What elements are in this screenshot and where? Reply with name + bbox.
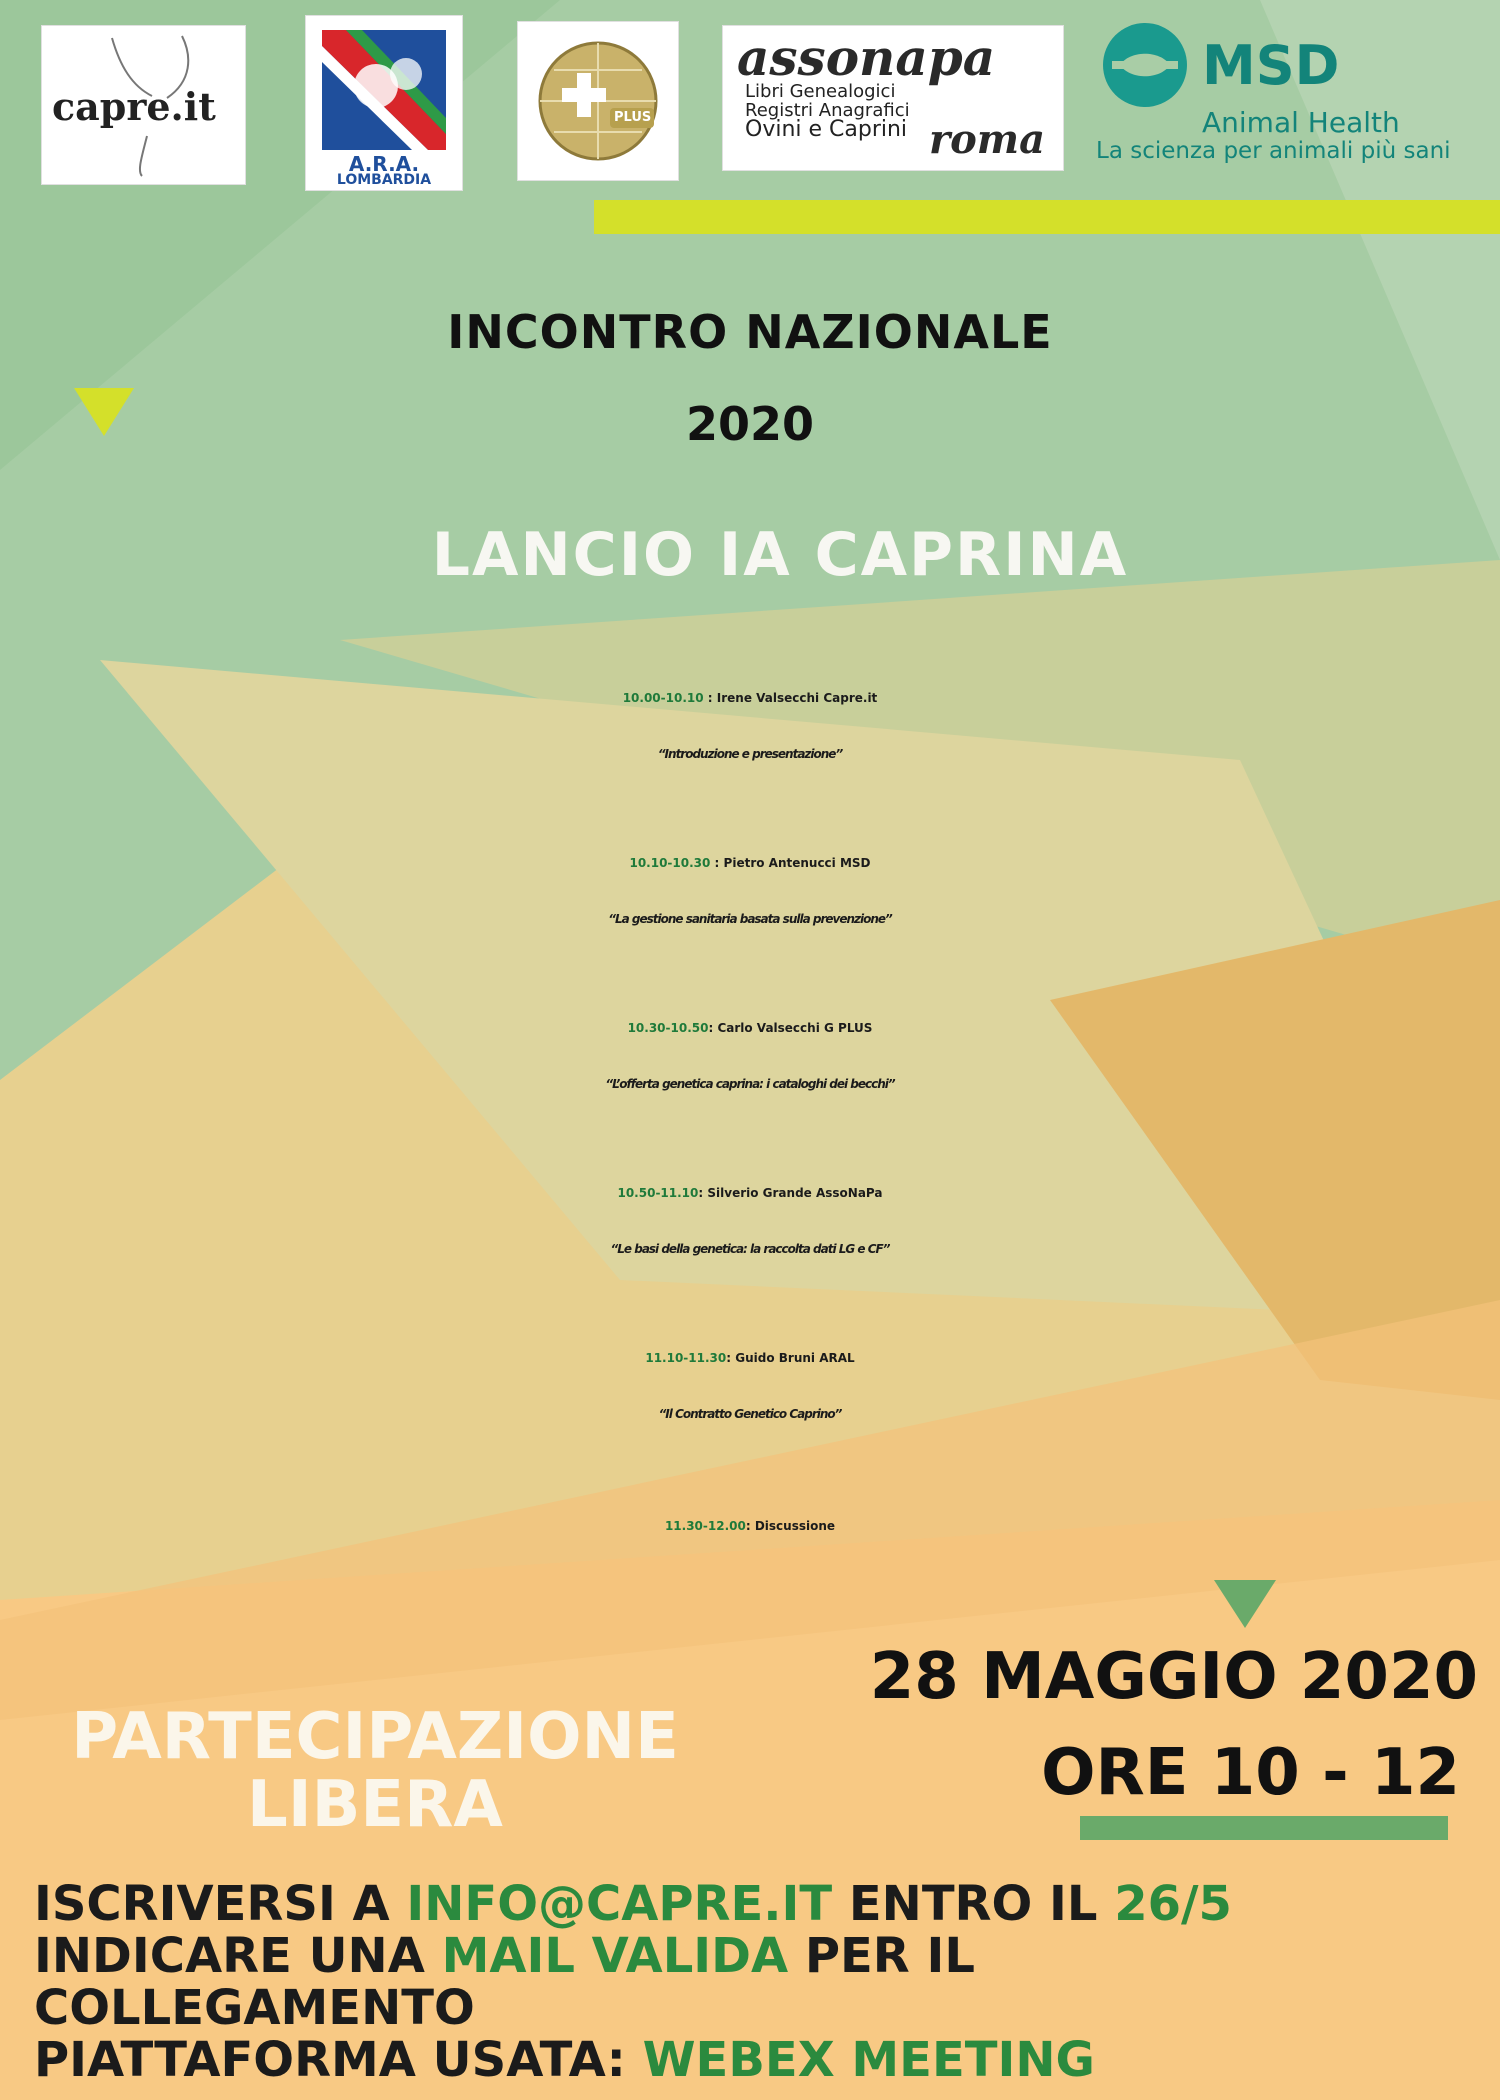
assonapa-logo-title: assonapa bbox=[737, 28, 996, 87]
agenda-talk: “La gestione sanitaria basata sulla prevenzione” bbox=[608, 912, 892, 926]
assonapa-logo-lines bbox=[745, 81, 910, 142]
agenda-time: 10.10-10.30 bbox=[629, 856, 711, 870]
capre-logo bbox=[42, 26, 245, 184]
agenda-speaker: Discussione bbox=[754, 1519, 836, 1533]
agenda-separator: : bbox=[698, 1186, 708, 1200]
ara-logo-text: A.R.A. bbox=[348, 152, 420, 176]
msd-logo-name: MSD bbox=[1202, 34, 1340, 97]
event-hours: ORE 10 - 12 bbox=[1041, 1736, 1460, 1810]
capre-logo-text: capre.it bbox=[52, 84, 216, 129]
agenda-speaker: Guido Bruni ARAL bbox=[735, 1351, 855, 1365]
agenda-separator: : bbox=[710, 856, 724, 870]
mail-highlight: MAIL VALIDA bbox=[441, 1928, 789, 1984]
assonapa-logo-city: roma bbox=[929, 116, 1045, 163]
lime-accent-bar bbox=[594, 200, 1500, 234]
platform-name: WEBEX MEETING bbox=[642, 2032, 1095, 2088]
agenda-item bbox=[0, 1165, 1500, 1277]
agenda-item bbox=[0, 670, 1500, 782]
msd-logo-division: Animal Health bbox=[1202, 106, 1400, 139]
mail-text: INDICARE UNA bbox=[34, 1928, 442, 1984]
participation-line1: PARTECIPAZIONE bbox=[71, 1700, 679, 1774]
green-underline-bar bbox=[1080, 1816, 1448, 1840]
msd-logo bbox=[1090, 20, 1490, 170]
registration-deadline: 26/5 bbox=[1114, 1876, 1232, 1932]
agenda-item bbox=[0, 835, 1500, 947]
msd-logo-tagline: La scienza per animali più sani bbox=[1096, 138, 1451, 164]
platform-text: PIATTAFORMA USATA: bbox=[34, 2032, 643, 2088]
agenda-talk: “L’offerta genetica caprina: i cataloghi dei becchi” bbox=[605, 1077, 895, 1091]
platform-line bbox=[34, 2032, 1095, 2088]
globe-plus-icon bbox=[518, 22, 678, 180]
assonapa-logo bbox=[723, 26, 1063, 170]
agenda-separator: : bbox=[703, 691, 717, 705]
registration-text: ISCRIVERSI A bbox=[34, 1876, 407, 1932]
agenda-item bbox=[0, 1498, 1500, 1554]
agenda-time: 10.00-10.10 bbox=[622, 691, 704, 705]
agenda-item bbox=[0, 1330, 1500, 1442]
gplus-logo bbox=[518, 22, 678, 180]
main-title-line2: 2020 bbox=[685, 397, 815, 451]
agenda-talk: “Il Contratto Genetico Caprino” bbox=[658, 1407, 842, 1421]
ara-logo-subtext: LOMBARDIA bbox=[336, 172, 432, 188]
gplus-logo-text: PLUS bbox=[614, 110, 652, 125]
agenda-talk: “Le basi della genetica: la raccolta dati LG e CF” bbox=[610, 1242, 890, 1256]
agenda-time: 11.30-12.00 bbox=[664, 1519, 746, 1533]
msd-mark-icon bbox=[1100, 20, 1190, 110]
agenda-time: 11.10-11.30 bbox=[645, 1351, 727, 1365]
registration-line bbox=[34, 1876, 1232, 1932]
agenda-time: 10.30-10.50 bbox=[627, 1021, 709, 1035]
assonapa-line: Libri Genealogici bbox=[745, 81, 896, 102]
mail-text: PER IL bbox=[788, 1928, 975, 1984]
subtitle: LANCIO IA CAPRINA bbox=[431, 520, 1129, 590]
agenda-time: 10.50-11.10 bbox=[617, 1186, 699, 1200]
agenda-speaker: Silverio Grande AssoNaPa bbox=[707, 1186, 883, 1200]
assonapa-line: Ovini e Caprini bbox=[745, 117, 908, 142]
mail-line bbox=[34, 1928, 975, 1984]
connection-line: COLLEGAMENTO bbox=[34, 1980, 475, 2036]
event-date: 28 MAGGIO 2020 bbox=[869, 1640, 1478, 1714]
registration-text: ENTRO IL bbox=[832, 1876, 1115, 1932]
agenda-item bbox=[0, 1000, 1500, 1112]
main-title-line1: INCONTRO NAZIONALE bbox=[447, 305, 1053, 359]
registration-email[interactable]: INFO@CAPRE.IT bbox=[406, 1876, 833, 1932]
agenda-speaker: Carlo Valsecchi G PLUS bbox=[717, 1021, 873, 1035]
participation-line2: LIBERA bbox=[247, 1768, 503, 1842]
agenda-talk: “Introduzione e presentazione” bbox=[657, 747, 843, 761]
agenda-speaker: Pietro Antenucci MSD bbox=[723, 856, 871, 870]
agenda-separator: : bbox=[726, 1351, 736, 1365]
agenda-separator: : bbox=[745, 1519, 755, 1533]
assonapa-line: Registri Anagrafici bbox=[745, 100, 910, 121]
agenda-speaker: Irene Valsecchi Capre.it bbox=[716, 691, 878, 705]
agenda-separator: : bbox=[708, 1021, 718, 1035]
ara-lombardia-logo bbox=[306, 16, 462, 190]
